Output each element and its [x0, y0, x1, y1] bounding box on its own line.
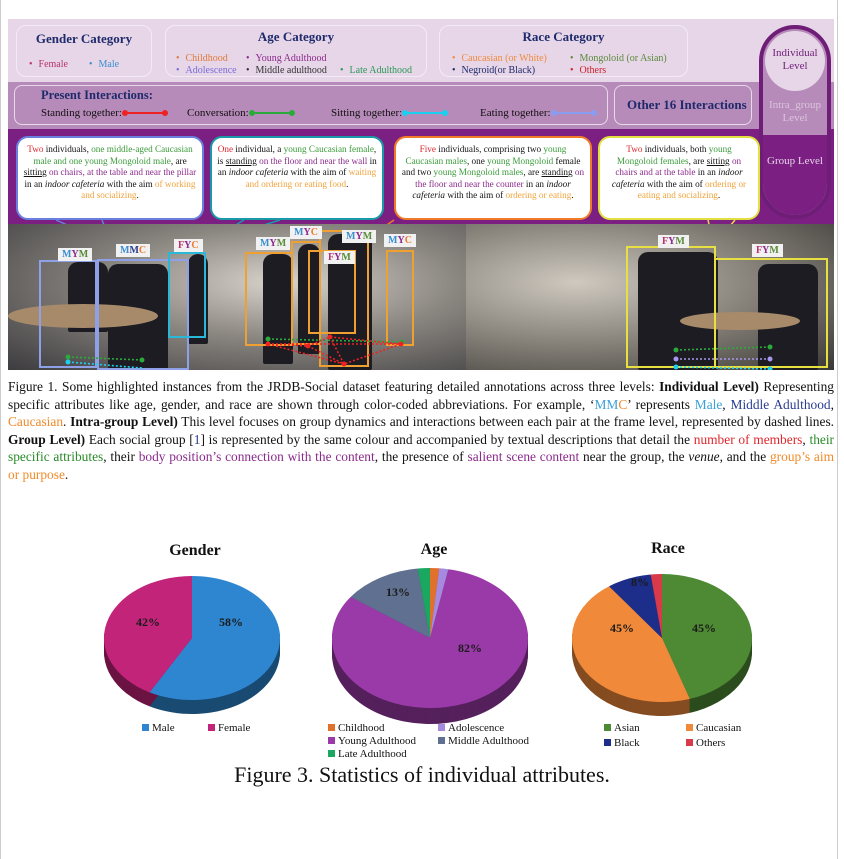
attribute-tag: FYM: [658, 235, 689, 248]
age-middle-adulthood-item: • Middle adulthood: [246, 65, 327, 76]
figure-3-caption: Figure 3. Statistics of individual attributes.: [234, 762, 610, 787]
age-adolescence-item: • Adolescence: [176, 65, 237, 76]
attribute-tag: FYM: [752, 244, 783, 257]
race-caucasian-item: • Caucasian (or White): [452, 53, 547, 64]
interaction-sitting-together: Sitting together:: [331, 107, 446, 119]
attribute-tag: MYM: [342, 230, 376, 243]
age-late-adulthood-item: • Late Adulthood: [340, 65, 413, 76]
attribute-tag: MYC: [384, 234, 416, 247]
svg-text:45%: 45%: [692, 621, 716, 635]
gender-category-title: Gender Category: [35, 31, 133, 46]
citation-link[interactable]: 1: [193, 431, 201, 447]
attribute-tag: FYC: [174, 239, 203, 252]
attribute-tag: MMC: [116, 244, 150, 257]
figure-1-caption: Figure 1. Some highlighted instances from the JRDB-Social dataset featuring detailed annotations across three levels: Individual Level) Representing specific attributes like age, gender, and race are shown through color-coded abbreviations. For example, ‘MMC’ represents Male, Middle Adulthood, Caucasian. Intra-group Level) This level focuses on group dynamics and interactions between each pair at the frame level, represented by dashed lines. Group Level) Each social group [1] is represented by the same colour and accompanied by textual descriptions that detail the number of members, their specific attributes, their body position’s connection with the content, the presence of salient scene content near the group, the venue, and the group’s aim or purpose.: [8, 379, 835, 482]
svg-text:8%: 8%: [631, 575, 649, 589]
group-description-bubble: One individual, a young Caucasian female, is standing on the floor and near the wall in an indoor cafeteria with the aim of waiting and ordering or eating food.: [210, 136, 384, 220]
race-mongoloid-item: • Mongoloid (or Asian): [570, 53, 667, 64]
age-young-adulthood-item: • Young Adulthood: [246, 53, 327, 64]
attribute-tag: MYC: [290, 226, 322, 239]
chart-title: Race: [651, 540, 685, 557]
attribute-tag: FYM: [324, 251, 355, 264]
race-pie-chart: Race 45% 45% 8% Asian Caucasian Black Others: [568, 538, 768, 753]
interaction-standing-together: Standing together:: [41, 107, 166, 119]
group-level-label: Group Level: [767, 155, 823, 167]
chart-title: Gender: [169, 542, 221, 559]
race-negroid-item: • Negroid(or Black): [452, 65, 536, 76]
intra-group-level-label: Intra_group Level: [769, 99, 821, 124]
page-edge-left: [0, 0, 1, 859]
gender-pie-chart: Gender 58% 42% Male Female: [100, 538, 290, 738]
attribute-tag: MYM: [256, 237, 290, 250]
chart-title: Age: [420, 541, 448, 558]
attribute-tag: MYM: [58, 248, 92, 261]
svg-text:58%: 58%: [219, 615, 243, 629]
bubble-connectors: [8, 19, 834, 259]
bullet-icon: •: [89, 59, 93, 70]
race-category-title: Race Category: [522, 29, 605, 44]
svg-text:82%: 82%: [458, 641, 482, 655]
svg-text:13%: 13%: [386, 585, 410, 599]
race-others-item: • Others: [570, 65, 607, 76]
individual-level-label: Individual Level: [772, 47, 818, 72]
age-childhood-item: • Childhood: [176, 53, 228, 64]
svg-text:45%: 45%: [610, 621, 634, 635]
page-edge-right: [837, 0, 838, 859]
age-category-title: Age Category: [257, 29, 335, 44]
interaction-eating-together: Eating together:: [480, 107, 595, 119]
interaction-conversation: Conversation:: [187, 107, 293, 119]
group-description-bubble: Five individuals, comprising two young Caucasian males, one young Mongoloid female and two young Mongoloid males, are standing on the floor and near the counter in an indoor cafeteria with the aim of ordering or eating.: [394, 136, 592, 220]
group-description-bubble: Two individuals, both young Mongoloid females, are sitting on chairs and at the table in an indoor cafeteria with the aim of ordering or eating and socializing.: [598, 136, 760, 220]
gender-female-item: • Female: [29, 59, 68, 70]
bullet-icon: •: [29, 59, 33, 70]
present-interactions-title: Present Interactions:: [41, 88, 153, 102]
svg-text:42%: 42%: [136, 615, 160, 629]
gender-male-item: • Male: [89, 59, 120, 70]
cafeteria-panorama-image: [8, 224, 834, 370]
other-interactions-label: Other 16 Interactions: [627, 97, 747, 112]
group-description-bubble: Two individuals, one middle-aged Caucasian male and one young Mongoloid male, are sitting on chairs, at the table and near the pillar in an indoor cafeteria with the aim of working and socializing.: [16, 136, 204, 220]
figure-1: [8, 19, 834, 370]
age-pie-chart: Age 82% 13% Childhood Adolescence Young Adulthood Middle Adulthood Late Adulthood: [326, 538, 542, 763]
